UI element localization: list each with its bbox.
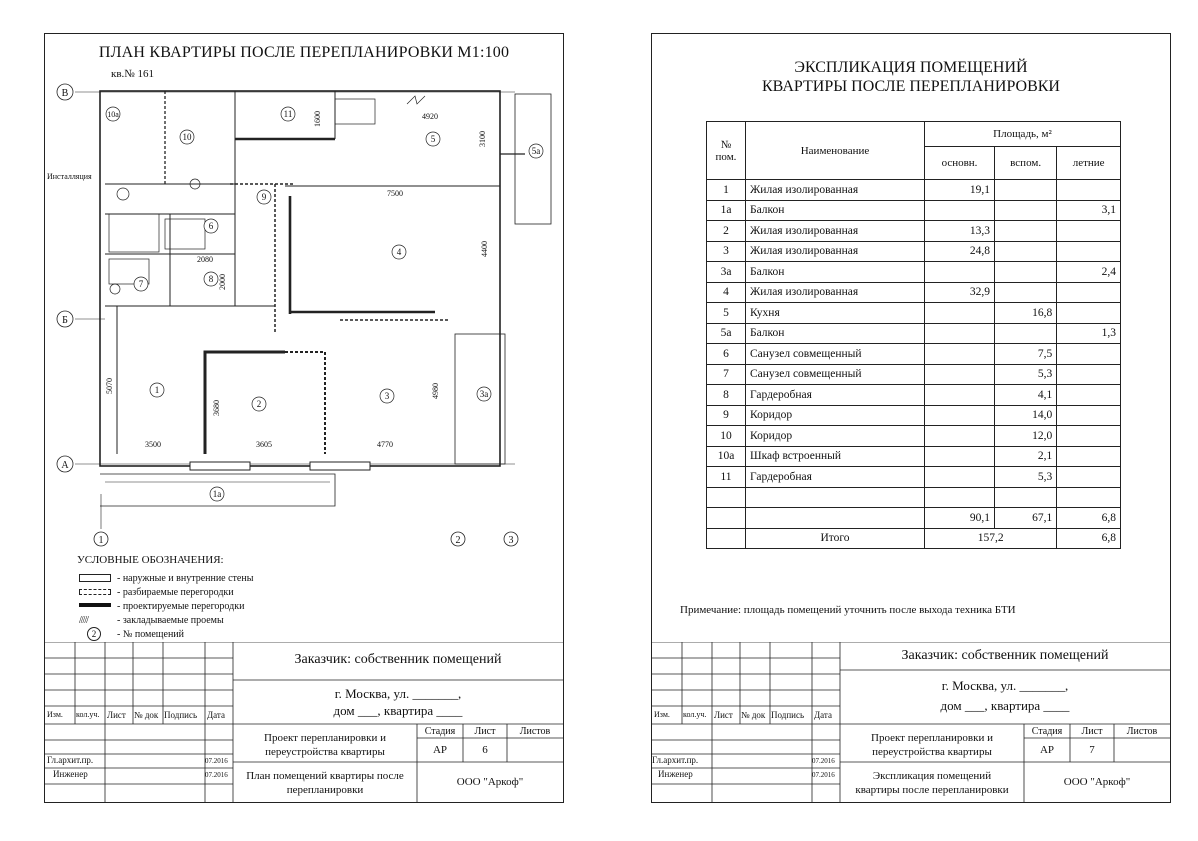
company-name: ООО "Аркоф"	[456, 776, 524, 788]
subtotal-row	[707, 508, 1121, 529]
dim-label: 2000	[218, 274, 227, 290]
floor-plan-drawing	[45, 34, 563, 554]
company-name: ООО "Аркоф"	[1063, 776, 1131, 788]
cell-summer	[1057, 405, 1121, 426]
cell-summer	[1057, 282, 1121, 303]
sheets-label: Листов	[1126, 726, 1158, 737]
table-row	[707, 405, 1121, 426]
dim-label: 3605	[256, 440, 272, 449]
stage-label: Стадия	[424, 726, 456, 737]
table-row	[707, 344, 1121, 365]
cell-num: 6	[707, 344, 746, 365]
cell-name: Жилая изолированная	[746, 241, 925, 262]
address-line-2: дом ___, квартира ____	[333, 703, 463, 718]
cell-name: Коридор	[746, 426, 925, 447]
cell-aux: 5,3	[995, 467, 1057, 488]
cell-aux: 16,8	[995, 303, 1057, 324]
date-2: 07.2016	[812, 771, 835, 779]
cell-main	[925, 323, 995, 344]
legend-item: 2 - № помещений	[77, 627, 184, 641]
table-row	[707, 180, 1121, 201]
cell-num: 5а	[707, 323, 746, 344]
axis-2-label: 2	[455, 535, 461, 546]
dim-label: 2080	[197, 255, 213, 264]
cell-main	[925, 446, 995, 467]
cell-name: Балкон	[746, 200, 925, 221]
date-2: 07.2016	[205, 771, 228, 779]
dim-label: 5070	[105, 378, 114, 394]
drawing-title: Экспликация помещений квартиры после перепланировки	[855, 770, 1009, 796]
dim-label: 4920	[422, 112, 438, 121]
table-row	[707, 446, 1121, 467]
col-izm: Изм.	[47, 710, 63, 719]
table-row	[707, 221, 1121, 242]
cell-summer	[1057, 426, 1121, 447]
stage-label: Стадия	[1031, 726, 1063, 737]
cell-num: 10	[707, 426, 746, 447]
room-9-label: 9	[261, 192, 267, 202]
legend-item: - наружные и внутренние стены	[77, 571, 253, 585]
plan-title: ПЛАН КВАРТИРЫ ПОСЛЕ ПЕРЕПЛАНИРОВКИ М1:100	[98, 44, 510, 61]
cell-aux: 2,1	[995, 446, 1057, 467]
subtotal-main: 90,1	[925, 508, 995, 529]
cell-num: 3	[707, 241, 746, 262]
cell-num: 7	[707, 364, 746, 385]
table-row	[707, 241, 1121, 262]
cell-aux	[995, 180, 1057, 201]
installation-label: Инсталляция	[47, 172, 92, 181]
dim-label: 3680	[212, 400, 221, 416]
cell-aux	[995, 282, 1057, 303]
room-1-label: 1	[154, 385, 160, 395]
role-chief-architect: Гл.архит.пр.	[47, 755, 94, 765]
dim-label: 4400	[480, 241, 489, 257]
legend-title: УСЛОВНЫЕ ОБОЗНАЧЕНИЯ:	[77, 554, 224, 566]
project-title: Проект перепланировки и переустройства квартиры	[871, 732, 993, 758]
note-text: Примечание: площадь помещений уточнить после выхода техника БТИ	[680, 604, 1016, 616]
cell-num: 11	[707, 467, 746, 488]
customer-label: Заказчик: собственник помещений	[901, 648, 1109, 663]
cell-aux	[995, 200, 1057, 221]
dim-label: 7500	[387, 189, 403, 198]
room-5-label: 5	[430, 134, 436, 144]
col-area: Площадь, м²	[925, 122, 1121, 147]
sheet-number: 7	[1089, 744, 1095, 756]
table-row	[707, 262, 1121, 283]
drawing-title: План помещений квартиры после перепланировки	[246, 770, 404, 796]
cell-aux	[995, 221, 1057, 242]
legend-item: - разбираемые перегородки	[77, 585, 234, 599]
col-summer-area: летние	[1057, 147, 1121, 180]
axis-3-label: 3	[508, 535, 514, 546]
cell-summer	[1057, 344, 1121, 365]
date-1: 07.2016	[205, 757, 228, 765]
cell-name: Жилая изолированная	[746, 221, 925, 242]
cell-summer: 1,3	[1057, 323, 1121, 344]
room-11-label: 11	[283, 109, 293, 119]
sheet-label: Лист	[474, 726, 496, 737]
sheets-label: Листов	[519, 726, 551, 737]
cell-aux	[995, 323, 1057, 344]
table-row	[707, 467, 1121, 488]
cell-summer	[1057, 241, 1121, 262]
cell-name: Коридор	[746, 405, 925, 426]
cell-summer: 2,4	[1057, 262, 1121, 283]
total-area: 157,2	[925, 528, 1057, 549]
cell-aux: 12,0	[995, 426, 1057, 447]
floor-plan-sheet	[44, 33, 564, 803]
explication-title: ЭКСПЛИКАЦИЯ ПОМЕЩЕНИЙ КВАРТИРЫ ПОСЛЕ ПЕРЕПЛАНИРОВКИ	[762, 59, 1060, 95]
title-block	[652, 642, 1170, 802]
room-5a-label: 5а	[531, 146, 541, 156]
cell-aux	[995, 262, 1057, 283]
col-room-name: Наименование	[746, 122, 925, 180]
total-label: Итого	[746, 528, 925, 549]
cell-main	[925, 364, 995, 385]
new-partition-symbol	[77, 599, 113, 613]
table-row	[707, 282, 1121, 303]
explication-sheet	[651, 33, 1171, 803]
dim-label: 4980	[431, 383, 440, 399]
col-date: Дата	[814, 710, 832, 720]
col-room-number: № пом.	[707, 122, 746, 180]
cell-main: 24,8	[925, 241, 995, 262]
cell-num: 1а	[707, 200, 746, 221]
room-3a-label: 3а	[479, 389, 489, 399]
sheet-number: 6	[482, 744, 488, 756]
cell-summer	[1057, 364, 1121, 385]
col-doc: № док	[134, 710, 159, 720]
cell-main	[925, 405, 995, 426]
room-8-label: 8	[208, 274, 214, 284]
cell-name: Санузел совмещенный	[746, 364, 925, 385]
room-number-symbol: 2	[77, 627, 113, 641]
cell-num: 5	[707, 303, 746, 324]
cell-name: Кухня	[746, 303, 925, 324]
cell-aux: 7,5	[995, 344, 1057, 365]
cell-name: Балкон	[746, 262, 925, 283]
cell-main	[925, 385, 995, 406]
customer-label: Заказчик: собственник помещений	[294, 652, 502, 667]
room-1a-label: 1а	[212, 489, 222, 499]
table-row	[707, 426, 1121, 447]
cell-main: 19,1	[925, 180, 995, 201]
cell-main: 13,3	[925, 221, 995, 242]
subtotal-summer: 6,8	[1057, 508, 1121, 529]
room-4-label: 4	[396, 247, 402, 257]
stage-value: АР	[1039, 744, 1055, 756]
table-row	[707, 323, 1121, 344]
cell-name: Жилая изолированная	[746, 282, 925, 303]
cell-aux	[995, 241, 1057, 262]
project-title: Проект перепланировки и переустройства квартиры	[264, 732, 386, 758]
dim-label: 1600	[313, 111, 322, 127]
subtotal-aux: 67,1	[995, 508, 1057, 529]
cell-main	[925, 467, 995, 488]
apartment-label: кв.№ 161	[111, 68, 155, 80]
cell-summer	[1057, 446, 1121, 467]
cell-name: Балкон	[746, 323, 925, 344]
room-7-label: 7	[138, 279, 144, 289]
total-row	[707, 528, 1121, 549]
cell-num: 3а	[707, 262, 746, 283]
cell-num: 9	[707, 405, 746, 426]
dim-label: 4770	[377, 440, 393, 449]
axis-b-label: Б	[62, 315, 68, 326]
dismantled-wall-symbol	[77, 585, 113, 599]
table-row	[707, 303, 1121, 324]
role-engineer: Инженер	[658, 769, 693, 779]
cell-num: 10а	[707, 446, 746, 467]
cell-summer	[1057, 180, 1121, 201]
cell-main	[925, 262, 995, 283]
address-line-2: дом ___, квартира ____	[940, 698, 1070, 713]
role-chief-architect: Гл.архит.пр.	[652, 755, 699, 765]
sheet-label: Лист	[1081, 726, 1103, 737]
cell-name: Шкаф встроенный	[746, 446, 925, 467]
cell-main	[925, 200, 995, 221]
address-line-1: г. Москва, ул. _______,	[334, 686, 462, 701]
cell-summer	[1057, 385, 1121, 406]
total-summer: 6,8	[1057, 528, 1121, 549]
cell-main	[925, 344, 995, 365]
cell-aux: 14,0	[995, 405, 1057, 426]
col-main-area: основн.	[925, 147, 995, 180]
cell-summer	[1057, 467, 1121, 488]
axis-v-label: В	[61, 88, 69, 99]
table-row	[707, 385, 1121, 406]
cell-main	[925, 426, 995, 447]
col-list: Лист	[107, 710, 126, 720]
cell-aux: 5,3	[995, 364, 1057, 385]
stage-value: АР	[432, 744, 448, 756]
room-3-label: 3	[384, 391, 390, 401]
cell-num: 1	[707, 180, 746, 201]
col-sign: Подпись	[771, 710, 805, 720]
col-doc: № док	[741, 710, 766, 720]
col-sign: Подпись	[164, 710, 198, 720]
cell-name: Гардеробная	[746, 385, 925, 406]
col-date: Дата	[207, 710, 225, 720]
cell-num: 8	[707, 385, 746, 406]
role-engineer: Инженер	[53, 769, 88, 779]
cell-name: Гардеробная	[746, 467, 925, 488]
hatch-symbol: /////	[79, 615, 88, 626]
cell-name: Санузел совмещенный	[746, 344, 925, 365]
dim-label: 3100	[478, 131, 487, 147]
col-kol: кол.уч.	[76, 710, 100, 719]
cell-aux: 4,1	[995, 385, 1057, 406]
cell-main	[925, 303, 995, 324]
col-izm: Изм.	[654, 710, 670, 719]
cell-num: 4	[707, 282, 746, 303]
legend-item: - проектируемые перегородки	[77, 599, 244, 613]
room-2-label: 2	[256, 399, 262, 409]
axis-a-label: А	[61, 460, 69, 471]
room-10a-label: 10а	[107, 110, 119, 119]
col-kol: кол.уч.	[683, 710, 707, 719]
cell-name: Жилая изолированная	[746, 180, 925, 201]
cell-summer: 3,1	[1057, 200, 1121, 221]
room-6-label: 6	[208, 221, 214, 231]
address-line-1: г. Москва, ул. _______,	[941, 678, 1069, 693]
date-1: 07.2016	[812, 757, 835, 765]
axis-1-label: 1	[98, 535, 104, 546]
col-list: Лист	[714, 710, 733, 720]
cell-summer	[1057, 303, 1121, 324]
dim-label: 3500	[145, 440, 161, 449]
table-row	[707, 364, 1121, 385]
outer-wall-symbol	[77, 571, 113, 585]
table-row	[707, 200, 1121, 221]
room-10-label: 10	[182, 132, 192, 142]
cell-main: 32,9	[925, 282, 995, 303]
col-aux-area: вспом.	[995, 147, 1057, 180]
explication-table	[706, 121, 1121, 549]
title-block	[45, 642, 563, 802]
cell-summer	[1057, 221, 1121, 242]
legend-item: ///// - закладываемые проемы	[79, 614, 224, 626]
cell-num: 2	[707, 221, 746, 242]
